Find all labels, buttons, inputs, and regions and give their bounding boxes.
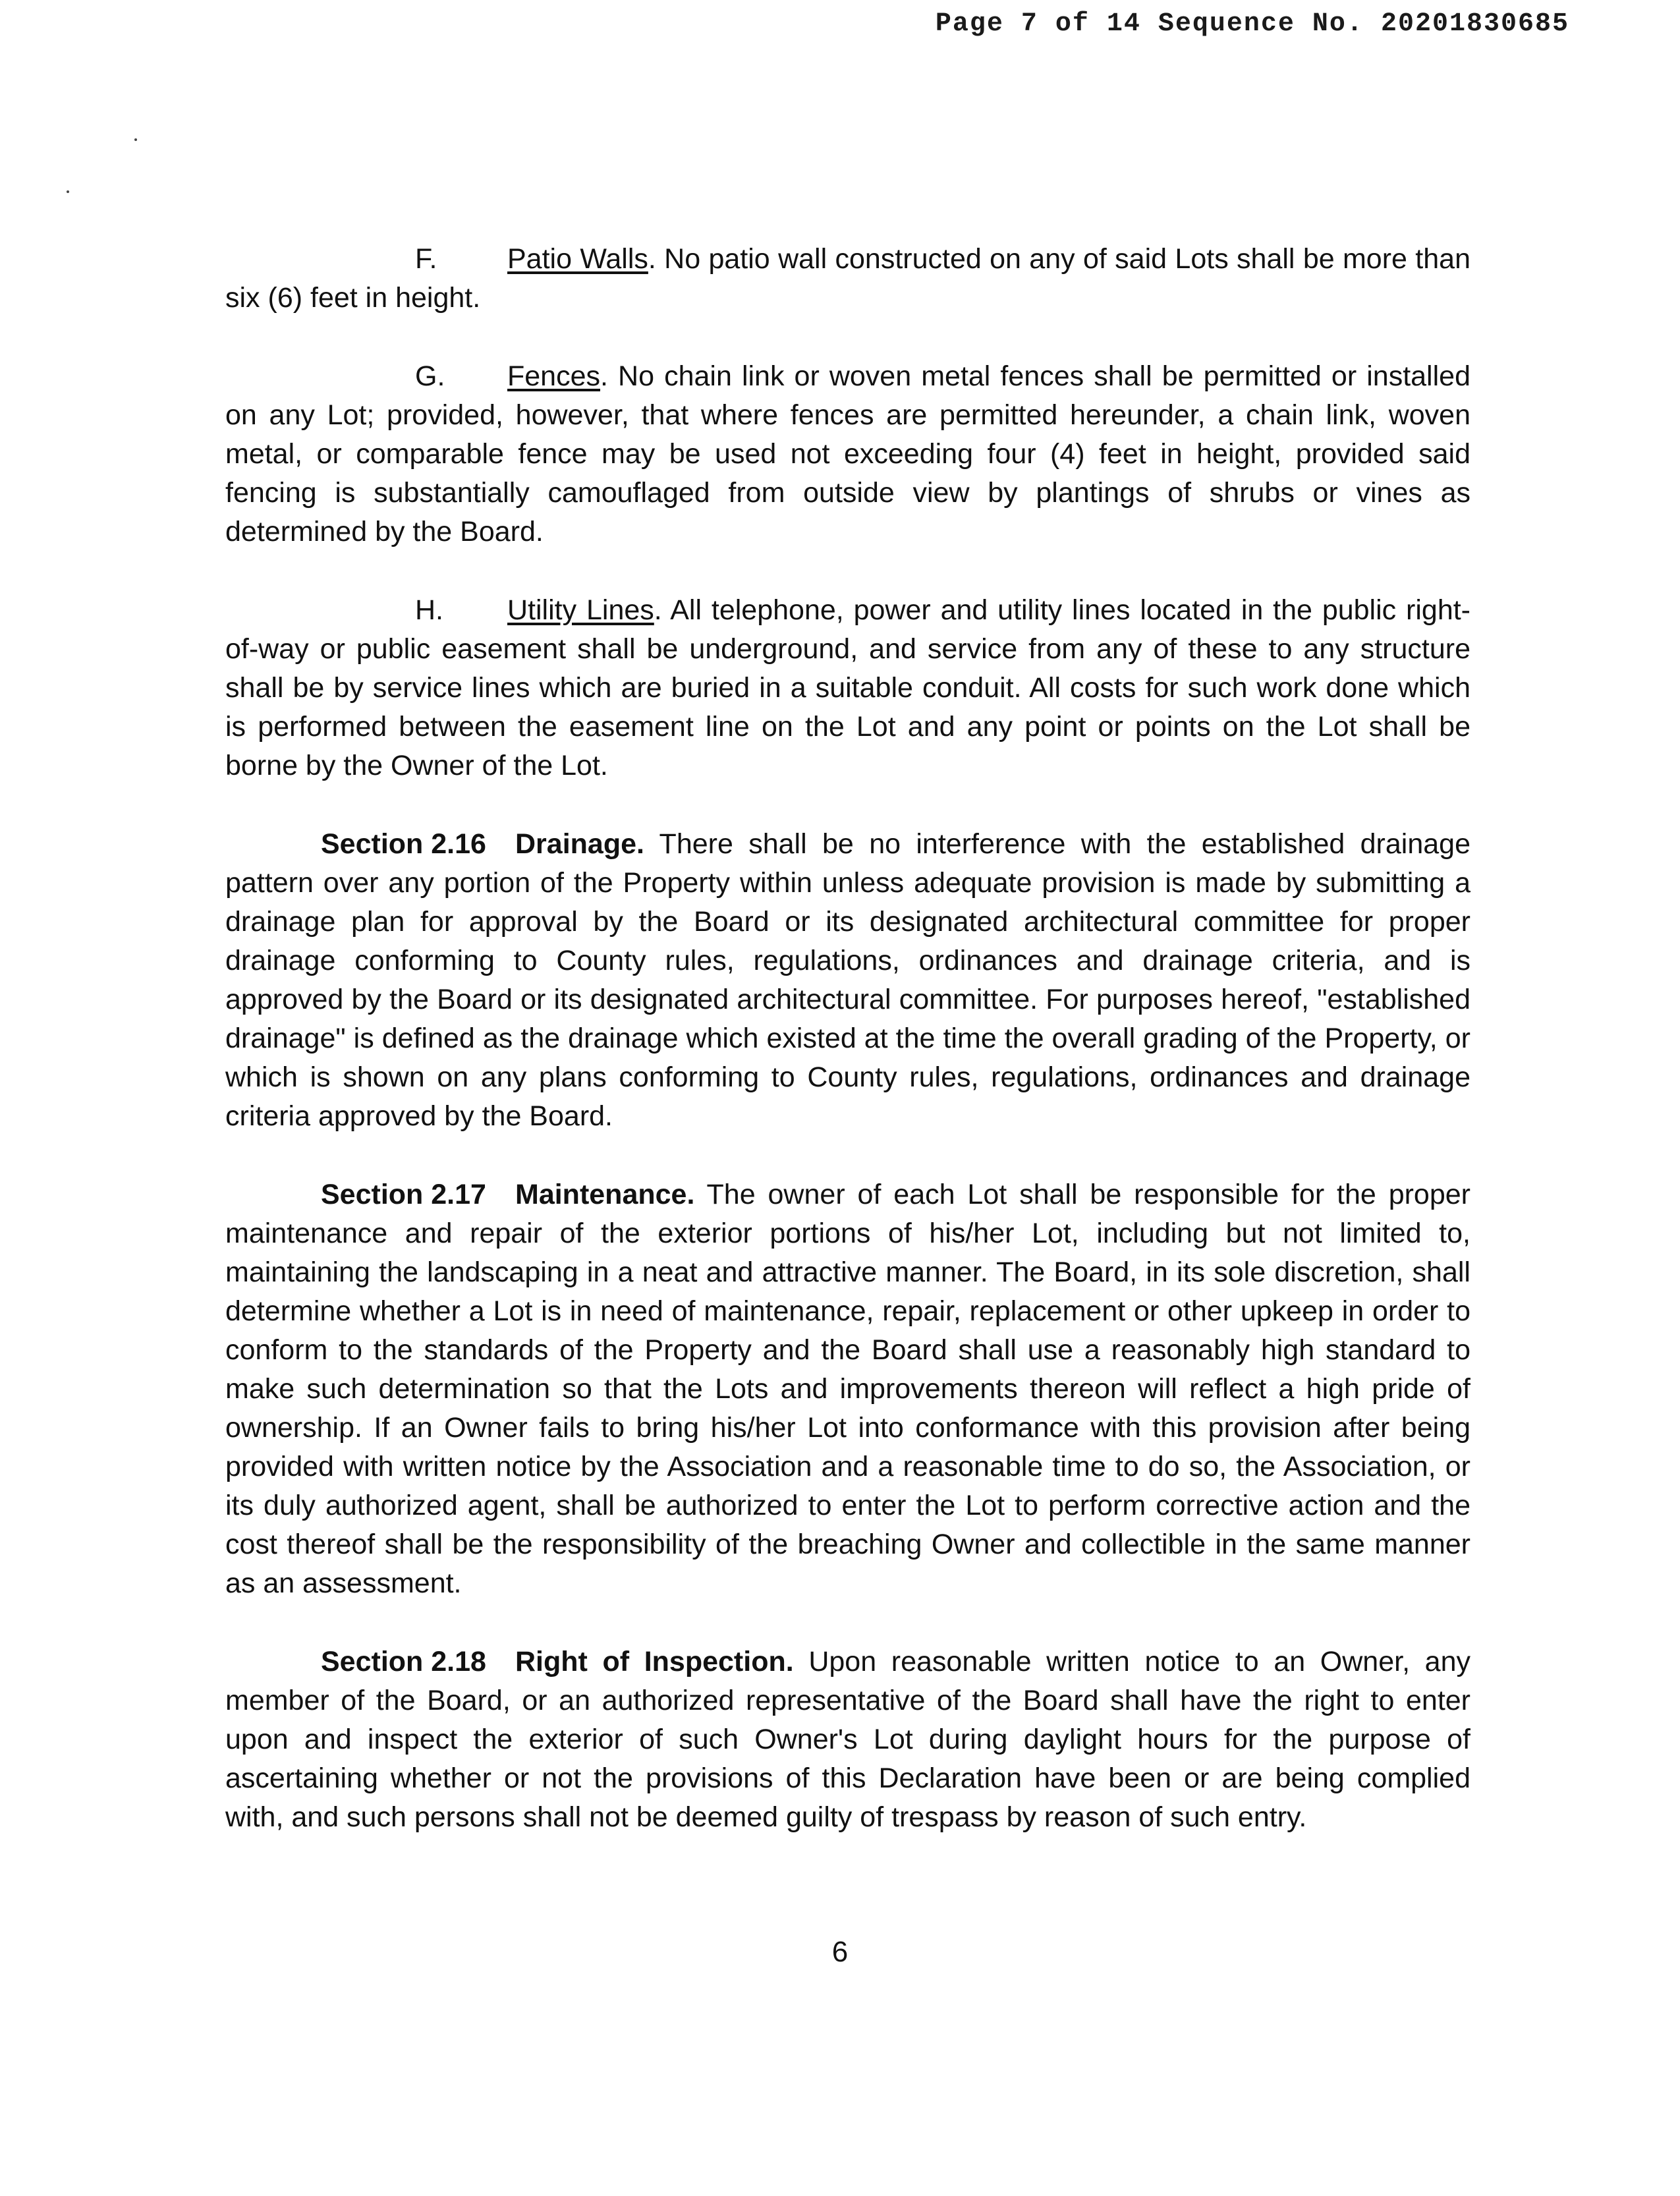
paragraph-patio-walls (225, 240, 1470, 318)
paragraph-utility-lines (225, 591, 1470, 785)
section-number: Section 2.17 (321, 1179, 486, 1210)
section-title: Right of Inspection. (515, 1646, 794, 1677)
item-text: . No chain link or woven metal fences shall be permitted or installed on any Lot; provided, however, that where fences are permitted hereunder, a chain link, woven metal, or comparable fence may be used not exceeding four (4) feet in height, provided said fencing is substantially camouflaged from outside view by plantings of shrubs or vines as determined by the Board. (225, 360, 1470, 548)
scan-speck (134, 138, 137, 141)
item-label: G. (415, 360, 445, 392)
section-title: Maintenance. (515, 1179, 695, 1210)
section-text: There shall be no interference with the established drainage pattern over any portion of the Property within unless adequate provision is made by submitting a drainage plan for approval by the Board or its designated architectural committee for proper drainage conforming to County rules, regulations, ordinances and drainage criteria, and is approved by the Board or its designated architectural committee. For purposes hereof, "established drainage" is defined as the drainage which existed at the time the overall grading of the Property, or which is shown on any plans conforming to County rules, regulations, ordinances and drainage criteria approved by the Board. (225, 828, 1470, 1132)
section-number: Section 2.16 (321, 828, 486, 860)
section-2-18-right-of-inspection (225, 1643, 1470, 1837)
page-number: 6 (831, 1936, 849, 1968)
section-text: The owner of each Lot shall be responsible for the proper maintenance and repair of the exterior portions of his/her Lot, including but not limited to, maintaining the landscaping in a neat and attractive manner. The Board, in its sole discretion, shall determine whether a Lot is in need of maintenance, repair, replacement or other upkeep in order to conform to the standards of the Property and the Board shall use a reasonably high standard to make such determination so that the Lots and improvements thereon will reflect a high pride of ownership. If an Owner fails to bring his/her Lot into conformance with this provision after being provided with written notice by the Association and a reasonable time to do so, the Association, or its duly authorized agent, shall be authorized to enter the Lot to perform corrective action and the cost thereof shall be the responsibility of the breaching Owner and collectible in the same manner as an assessment. (225, 1179, 1470, 1599)
scan-speck (67, 190, 69, 193)
section-2-17-maintenance (225, 1175, 1470, 1603)
page-header: Page 7 of 14 Sequence No. 20201830685 (935, 9, 1569, 39)
item-title: Utility Lines (507, 594, 654, 626)
item-text: . All telephone, power and utility lines located in the public right-of-way or public easement shall be underground, and service from any of these to any structure shall be by service lines which are buried in a suitable conduit. All costs for such work done which is performed between the easement line on the Lot and any point or points on the Lot shall be borne by the Owner of the Lot. (225, 594, 1471, 781)
paragraph-fences (225, 357, 1470, 551)
section-2-16-drainage (225, 825, 1470, 1136)
section-text: Upon reasonable written notice to an Owner, any member of the Board, or an authorized representative of the Board shall have the right to enter upon and inspect the exterior of such Owner's Lot during daylight hours for the purpose of ascertaining whether or not the provisions of this Declaration have been or are being complied with, and such persons shall not be deemed guilty of trespass by reason of such entry. (225, 1646, 1470, 1833)
item-label: F. (415, 243, 437, 275)
item-label: H. (415, 594, 443, 626)
document-body (225, 240, 1470, 1876)
section-number: Section 2.18 (321, 1646, 486, 1677)
item-title: Fences (507, 360, 601, 392)
item-title: Patio Walls (507, 243, 648, 275)
section-title: Drainage. (515, 828, 644, 860)
item-text: . No patio wall constructed on any of said Lots shall be more than six (6) feet in height. (225, 243, 1470, 314)
